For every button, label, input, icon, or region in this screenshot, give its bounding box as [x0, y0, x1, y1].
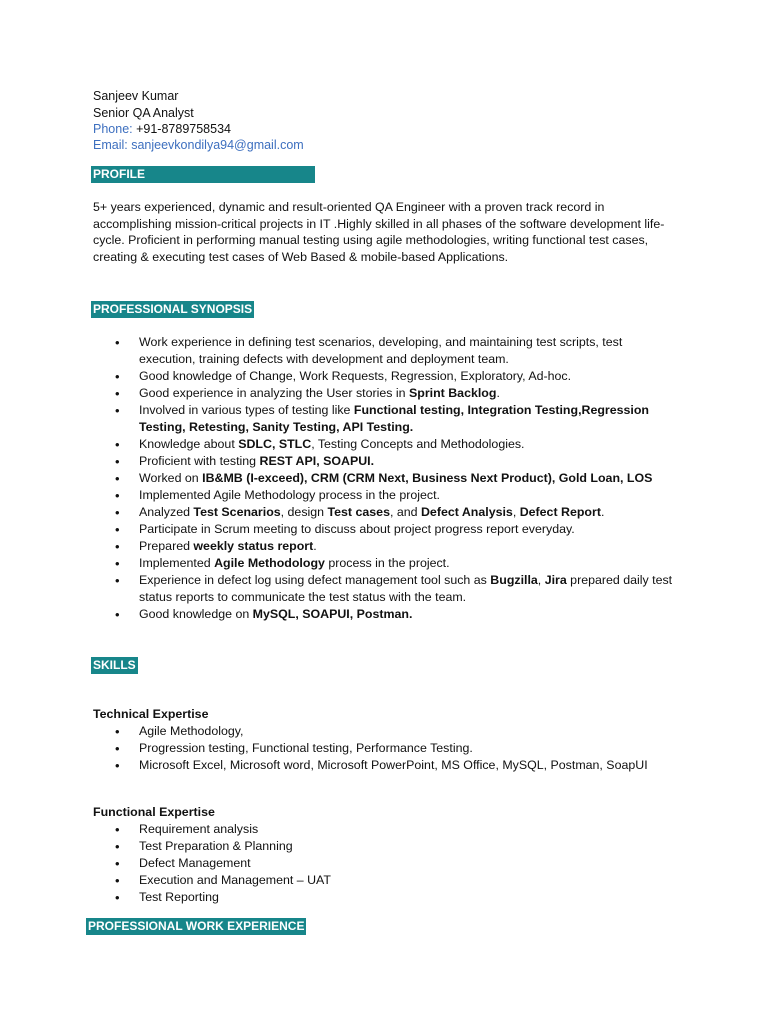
- text: , design: [280, 505, 328, 519]
- text: Experience in defect log using defect management tool such as: [139, 573, 491, 587]
- bold-text: Defect Analysis: [420, 505, 513, 519]
- text: Participate in Scrum meeting to discuss about project progress report everyday.: [139, 522, 575, 536]
- text: .: [600, 505, 605, 519]
- text: Good knowledge on: [139, 607, 253, 621]
- bold-text: Defect Report: [519, 505, 601, 519]
- list-item: • Defect Management: [93, 855, 693, 872]
- text: Proficient with testing: [139, 454, 260, 468]
- list-item: • Agile Methodology,: [93, 723, 693, 740]
- synopsis-item: [93, 555, 678, 572]
- bold-text: REST API, SOAPUI.: [259, 454, 375, 468]
- section-heading-profile: PROFILE: [91, 166, 315, 183]
- bold-text: MySQL, SOAPUI, Postman.: [252, 607, 413, 621]
- phone-number: +91-8789758534: [132, 122, 231, 136]
- bold-text: weekly status report: [193, 539, 314, 553]
- section-heading-work-experience: PROFESSIONAL WORK EXPERIENCE: [88, 919, 305, 933]
- text: Prepared: [139, 539, 194, 553]
- text: Good experience in analyzing the User stories in: [139, 386, 409, 400]
- functional-expertise-list: [93, 821, 693, 906]
- text: process in the project.: [324, 556, 450, 570]
- text: Good knowledge of Change, Work Requests, Regression, Exploratory, Ad-hoc.: [139, 369, 572, 383]
- bold-text: Jira: [544, 573, 567, 587]
- text: Knowledge about: [139, 437, 239, 451]
- synopsis-item: [93, 521, 678, 538]
- text: .: [313, 539, 317, 553]
- functional-expertise-heading: Functional Expertise: [93, 805, 215, 819]
- synopsis-item: [93, 436, 678, 453]
- section-heading-skills: SKILLS: [93, 658, 136, 672]
- text: Involved in various types of testing like: [139, 403, 354, 417]
- text: Worked on: [139, 471, 203, 485]
- section-heading-synopsis: PROFESSIONAL SYNOPSIS: [93, 302, 253, 316]
- bold-text: Test cases: [327, 505, 390, 519]
- technical-expertise-list: [93, 723, 693, 774]
- phone-label: Phone:: [93, 122, 133, 136]
- profile-summary: 5+ years experienced, dynamic and result-oriented QA Engineer with a proven track record in accomplishing mission-critical projects in IT .Highly skilled in all phases of the software development life-cycle. Proficient in performing manual testing using agile methodologies, writing functional test cases, creating & executing test cases of Web Based & mobile-based Applications.: [93, 200, 665, 264]
- synopsis-item: [93, 385, 678, 402]
- bold-text: Functional testing, Integration Testing,Regression Testing, Retesting, Sanity Testing, API Testing.: [139, 403, 649, 434]
- text: prepared daily test status reports to communicate the test status with the team.: [139, 573, 673, 604]
- text: .: [496, 386, 500, 400]
- bold-text: Bugzilla: [490, 573, 538, 587]
- bold-text: Test Scenarios: [193, 505, 281, 519]
- synopsis-item: [93, 470, 678, 487]
- synopsis-item: [93, 606, 678, 623]
- bold-text: Sprint Backlog: [409, 386, 497, 400]
- technical-expertise-heading: Technical Expertise: [93, 707, 209, 721]
- text: Implemented: [139, 556, 215, 570]
- list-item: • Test Preparation & Planning: [93, 838, 693, 855]
- synopsis-item: [93, 334, 678, 368]
- candidate-title: Senior QA Analyst: [93, 106, 194, 120]
- synopsis-item: [93, 538, 678, 555]
- list-item: • Test Reporting: [93, 889, 693, 906]
- synopsis-item: [93, 504, 678, 521]
- synopsis-list: [93, 334, 678, 623]
- synopsis-item: [93, 572, 678, 606]
- phone-line: [93, 121, 231, 137]
- text: Analyzed: [139, 505, 194, 519]
- candidate-name: Sanjeev Kumar: [93, 89, 179, 103]
- synopsis-item: [93, 402, 678, 436]
- text: ,: [512, 505, 520, 519]
- list-item: • Execution and Management – UAT: [93, 872, 693, 889]
- list-item: • Microsoft Excel, Microsoft word, Microsoft PowerPoint, MS Office, MySQL, Postman, SoapUI: [93, 757, 693, 774]
- text: , Testing Concepts and Methodologies.: [311, 437, 525, 451]
- email-link[interactable]: Email: sanjeevkondilya94@gmail.com: [93, 138, 304, 152]
- bold-text: IB&MB (I-exceed), CRM (CRM Next, Business Next Product), Gold Loan, LOS: [202, 471, 653, 485]
- text: Implemented Agile Methodology process in the project.: [139, 488, 440, 502]
- bold-text: Agile Methodology: [214, 556, 325, 570]
- list-item: • Requirement analysis: [93, 821, 693, 838]
- text: Work experience in defining test scenarios, developing, and maintaining test scripts, test execution, training defects with development and deployment team.: [139, 335, 623, 366]
- synopsis-item: [93, 453, 678, 470]
- text: ,: [537, 573, 545, 587]
- synopsis-item: [93, 487, 678, 504]
- list-item: • Progression testing, Functional testing, Performance Testing.: [93, 740, 693, 757]
- synopsis-item: [93, 368, 678, 385]
- bold-text: SDLC, STLC: [238, 437, 312, 451]
- text: , and: [389, 505, 421, 519]
